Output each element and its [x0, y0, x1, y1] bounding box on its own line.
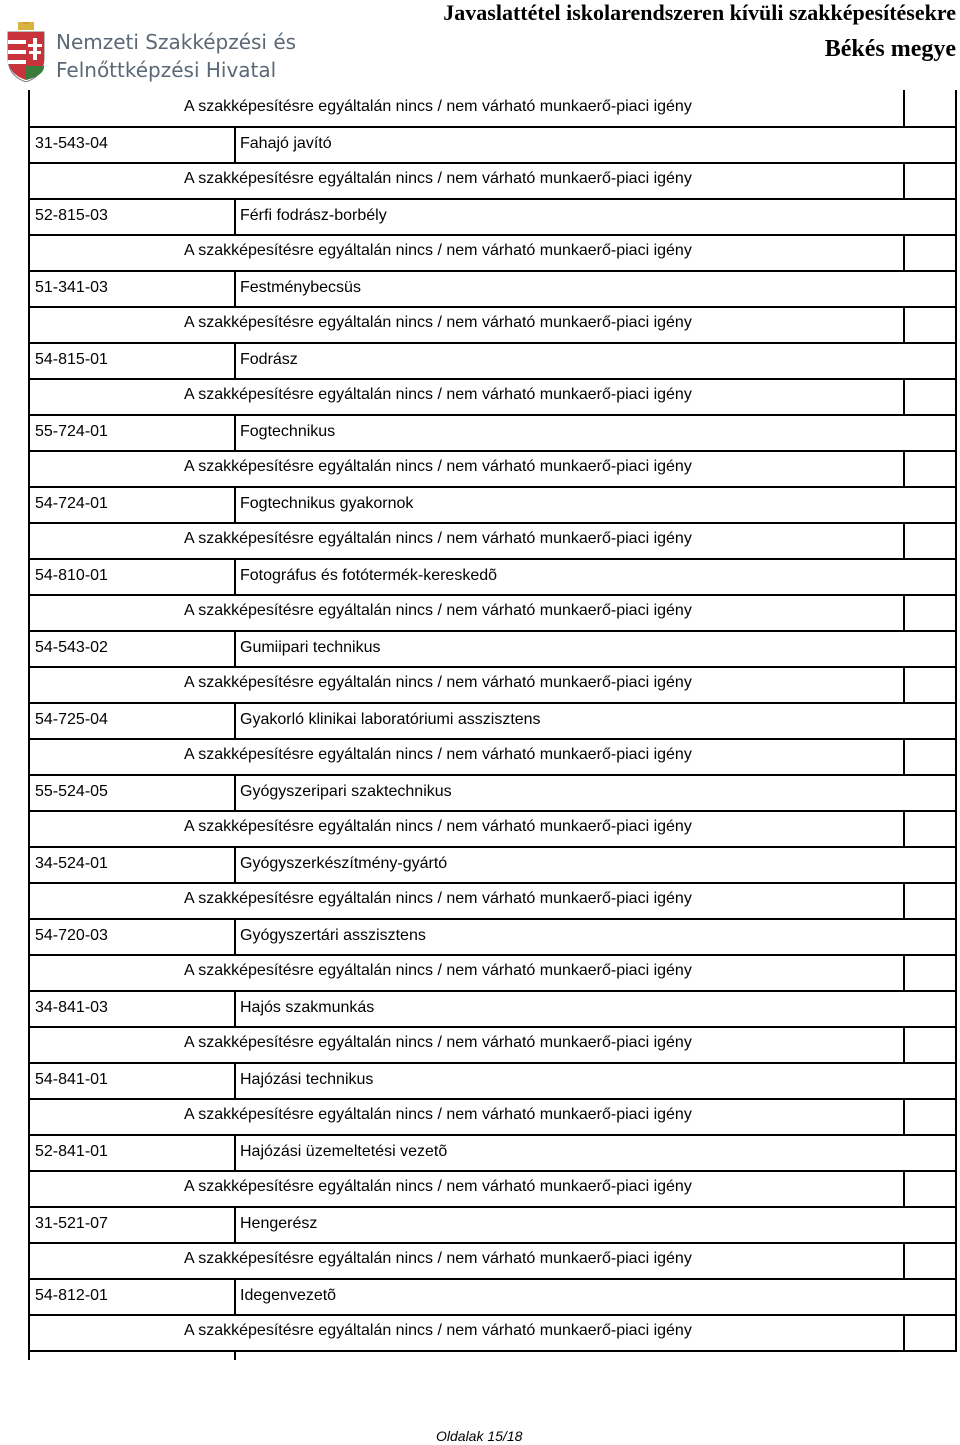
qualification-code: 54-543-02	[35, 639, 108, 656]
qualification-name: Fotográfus és fotótermék-kereskedõ	[240, 567, 498, 584]
qualification-code: 34-524-01	[35, 855, 108, 872]
status-cell-right	[903, 954, 957, 992]
qualification-code: 54-720-03	[35, 927, 108, 944]
qualification-name: Gyógyszeripari szaktechnikus	[240, 783, 452, 800]
status-text: A szakképesítésre egyáltalán nincs / nem várható munkaerő-piaci igény	[184, 602, 692, 619]
status-cell-right-top	[903, 90, 957, 128]
qualification-code: 31-521-07	[35, 1215, 108, 1232]
qualification-code: 55-524-05	[35, 783, 108, 800]
qualification-name: Hajózási üzemeltetési vezetõ	[240, 1143, 448, 1160]
qualification-code: 54-810-01	[35, 567, 108, 584]
status-text: A szakképesítésre egyáltalán nincs / nem várható munkaerő-piaci igény	[184, 386, 692, 403]
qualification-code: 52-815-03	[35, 207, 108, 224]
status-cell-right	[903, 810, 957, 848]
qualification-name: Gumiipari technikus	[240, 639, 381, 656]
status-text: A szakképesítésre egyáltalán nincs / nem várható munkaerő-piaci igény	[184, 1034, 692, 1051]
status-cell-right	[903, 306, 957, 344]
status-text: A szakképesítésre egyáltalán nincs / nem várható munkaerő-piaci igény	[184, 1322, 692, 1339]
status-cell-right	[903, 1098, 957, 1136]
name-cell	[234, 414, 957, 452]
qualification-name: Fogtechnikus gyakornok	[240, 495, 414, 512]
org-name-line2: Felnőttképzési Hivatal	[56, 58, 277, 82]
status-text: A szakképesítésre egyáltalán nincs / nem várható munkaerő-piaci igény	[184, 530, 692, 547]
status-text-top: A szakképesítésre egyáltalán nincs / nem várható munkaerő-piaci igény	[184, 98, 692, 115]
qualification-name: Gyógyszertári asszisztens	[240, 927, 426, 944]
status-text: A szakképesítésre egyáltalán nincs / nem várható munkaerő-piaci igény	[184, 674, 692, 691]
qualification-name: Fahajó javító	[240, 135, 332, 152]
document-title: Javaslattétel iskolarendszeren kívüli szakképesítésekre	[443, 0, 956, 25]
status-cell-right	[903, 234, 957, 272]
status-cell-right	[903, 378, 957, 416]
qualification-code: 34-841-03	[35, 999, 108, 1016]
qualification-name: Festménybecsüs	[240, 279, 361, 296]
status-cell-right	[903, 522, 957, 560]
status-cell-right	[903, 1170, 957, 1208]
qualification-code: 31-543-04	[35, 135, 108, 152]
name-cell	[234, 1206, 957, 1244]
status-cell-right	[903, 162, 957, 200]
qualification-name: Gyakorló klinikai laboratóriumi asszisztens	[240, 711, 541, 728]
status-cell-right	[903, 1026, 957, 1064]
qualification-code: 54-725-04	[35, 711, 108, 728]
qualification-code: 54-812-01	[35, 1287, 108, 1304]
status-text: A szakképesítésre egyáltalán nincs / nem várható munkaerő-piaci igény	[184, 1178, 692, 1195]
status-text: A szakképesítésre egyáltalán nincs / nem várható munkaerő-piaci igény	[184, 962, 692, 979]
qualification-code: 55-724-01	[35, 423, 108, 440]
page-number: Oldalak 15/18	[436, 1428, 523, 1444]
qualification-code: 54-724-01	[35, 495, 108, 512]
name-cell	[234, 342, 957, 380]
status-text: A szakképesítésre egyáltalán nincs / nem várható munkaerő-piaci igény	[184, 170, 692, 187]
qualification-code: 52-841-01	[35, 1143, 108, 1160]
qualification-name: Hengerész	[240, 1215, 318, 1232]
status-text: A szakképesítésre egyáltalán nincs / nem várható munkaerő-piaci igény	[184, 314, 692, 331]
name-cell	[234, 126, 957, 164]
status-text: A szakképesítésre egyáltalán nincs / nem várható munkaerő-piaci igény	[184, 458, 692, 475]
table-edge-left	[28, 1350, 30, 1360]
qualification-code: 51-341-03	[35, 279, 108, 296]
name-cell	[234, 1278, 957, 1316]
status-text: A szakképesítésre egyáltalán nincs / nem várható munkaerő-piaci igény	[184, 242, 692, 259]
document-subtitle: Békés megye	[824, 36, 956, 62]
qualification-name: Idegenvezetõ	[240, 1287, 337, 1304]
status-cell-right	[903, 594, 957, 632]
status-cell-right	[903, 1242, 957, 1280]
status-text: A szakképesítésre egyáltalán nincs / nem várható munkaerő-piaci igény	[184, 890, 692, 907]
status-text: A szakképesítésre egyáltalán nincs / nem várható munkaerő-piaci igény	[184, 1250, 692, 1267]
status-cell-right	[903, 450, 957, 488]
org-name-line1: Nemzeti Szakképzési és	[56, 30, 297, 54]
qualification-name: Férfi fodrász-borbély	[240, 207, 387, 224]
qualification-code: 54-841-01	[35, 1071, 108, 1088]
status-cell-right	[903, 738, 957, 776]
status-text: A szakképesítésre egyáltalán nincs / nem várható munkaerő-piaci igény	[184, 1106, 692, 1123]
status-text: A szakképesítésre egyáltalán nincs / nem várható munkaerő-piaci igény	[184, 818, 692, 835]
qualification-name: Hajós szakmunkás	[240, 999, 375, 1016]
status-cell-right	[903, 1314, 957, 1352]
qualification-name: Fodrász	[240, 351, 298, 368]
status-cell-right	[903, 882, 957, 920]
status-cell-right	[903, 666, 957, 704]
table-edge-mid	[234, 1350, 236, 1360]
qualification-name: Fogtechnikus	[240, 423, 336, 440]
qualification-code: 54-815-01	[35, 351, 108, 368]
status-text: A szakképesítésre egyáltalán nincs / nem várható munkaerő-piaci igény	[184, 746, 692, 763]
qualification-name: Gyógyszerkészítmény-gyártó	[240, 855, 448, 872]
qualification-name: Hajózási technikus	[240, 1071, 374, 1088]
